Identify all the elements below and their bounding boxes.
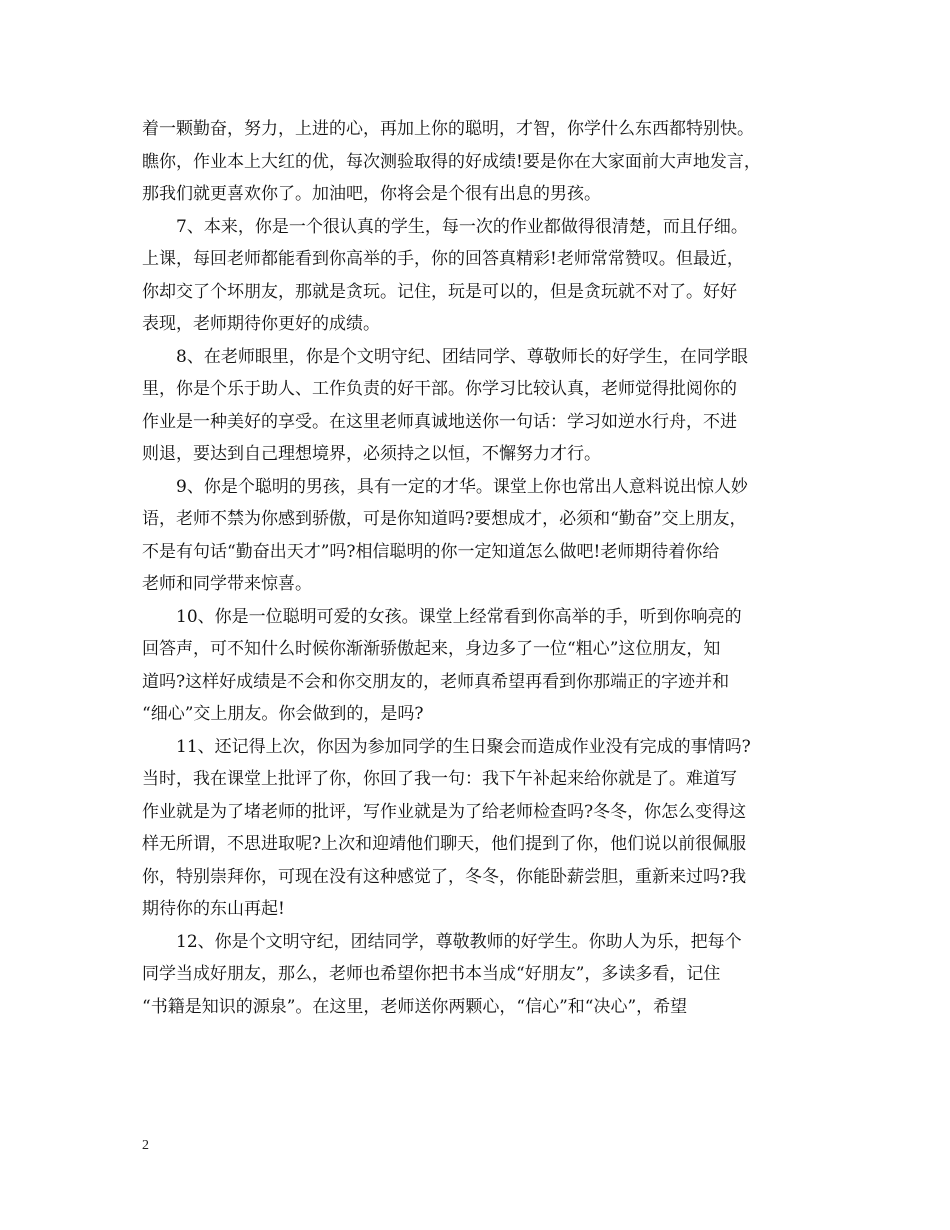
paragraph-line: “细心”交上朋友。你会做到的，是吗? <box>142 704 424 724</box>
paragraph-line: 里，你是个乐于助人、工作负责的好干部。你学习比较认真，老师觉得批阅你的 <box>142 379 737 399</box>
paragraph-line: 则退，要达到自己理想境界，必须持之以恒，不懈努力才行。 <box>142 444 601 464</box>
paragraph-line: 表现，老师期待你更好的成绩。 <box>142 314 380 334</box>
paragraph-line: 你却交了个坏朋友，那就是贪玩。记住，玩是可以的，但是贪玩就不对了。好好 <box>142 281 737 302</box>
paragraph-line: 当时，我在课堂上批评了你，你回了我一句：我下午补起来给你就是了。难道写 <box>142 769 737 789</box>
paragraph-first-line: 8、在老师眼里，你是个文明守纪、团结同学、尊敬师长的好学生，在同学眼 <box>176 346 748 367</box>
paragraph-line: 同学当成好朋友，那么，老师也希望你把书本当成“好朋友”，多读多看，记住 <box>142 964 721 984</box>
paragraph-first-line: 9、你是个聪明的男孩，具有一定的才华。课堂上你也常出人意料说出惊人妙 <box>176 476 748 497</box>
paragraph-first-line: 12、你是个文明守纪，团结同学，尊敬教师的好学生。你助人为乐，把每个 <box>176 931 742 952</box>
paragraph-line: 语，老师不禁为你感到骄傲，可是你知道吗?要想成才，必须和“勤奋”交上朋友， <box>142 509 747 529</box>
paragraph-line: 老师和同学带来惊喜。 <box>142 574 312 594</box>
page-number: 2 <box>142 1138 149 1153</box>
paragraph-line: 样无所谓，不思进取呢?上次和迎靖他们聊天，他们提到了你，他们说以前很佩服 <box>142 834 747 854</box>
paragraph-line: 瞧你，作业本上大红的优，每次测验取得的好成绩!要是你在大家面前大声地发言， <box>142 151 761 172</box>
paragraph-line: 着一颗勤奋，努力，上进的心，再加上你的聪明，才智，你学什么东西都特别快。 <box>142 119 754 139</box>
document-body <box>142 113 822 1023</box>
paragraph-line: 作业就是为了堵老师的批评，写作业就是为了给老师检查吗?冬冬，你怎么变得这 <box>142 801 747 822</box>
paragraph-line: 你，特别崇拜你，可现在没有这种感觉了，冬冬，你能卧薪尝胆，重新来过吗?我 <box>142 866 747 887</box>
paragraph-line: 不是有句话“勤奋出天才”吗?相信聪明的你一定知道怎么做吧!老师期待着你给 <box>142 541 720 562</box>
paragraph-line: 作业是一种美好的享受。在这里老师真诚地送你一句话：学习如逆水行舟，不进 <box>142 411 737 432</box>
paragraph-line: 那我们就更喜欢你了。加油吧，你将会是个很有出息的男孩。 <box>142 184 601 204</box>
paragraph-line: 上课，每回老师都能看到你高举的手，你的回答真精彩!老师常常赞叹。但最近， <box>142 249 744 269</box>
paragraph-first-line: 7、本来，你是一个很认真的学生，每一次的作业都做得很清楚，而且仔细。 <box>176 216 748 237</box>
paragraph-line: “书籍是知识的源泉”。在这里，老师送你两颗心，“信心”和“决心”，希望 <box>142 996 688 1017</box>
paragraph-line: 回答声，可不知什么时候你渐渐骄傲起来，身边多了一位“粗心”这位朋友，知 <box>142 639 721 659</box>
paragraph-first-line: 11、还记得上次，你因为参加同学的生日聚会而造成作业没有完成的事情吗? <box>176 736 751 757</box>
paragraph-line: 道吗?这样好成绩是不会和你交朋友的，老师真希望再看到你那端正的字迹并和 <box>142 671 730 692</box>
paragraph-line: 期待你的东山再起! <box>142 899 285 919</box>
paragraph-first-line: 10、你是一位聪明可爱的女孩。课堂上经常看到你高举的手，听到你响亮的 <box>176 606 742 627</box>
